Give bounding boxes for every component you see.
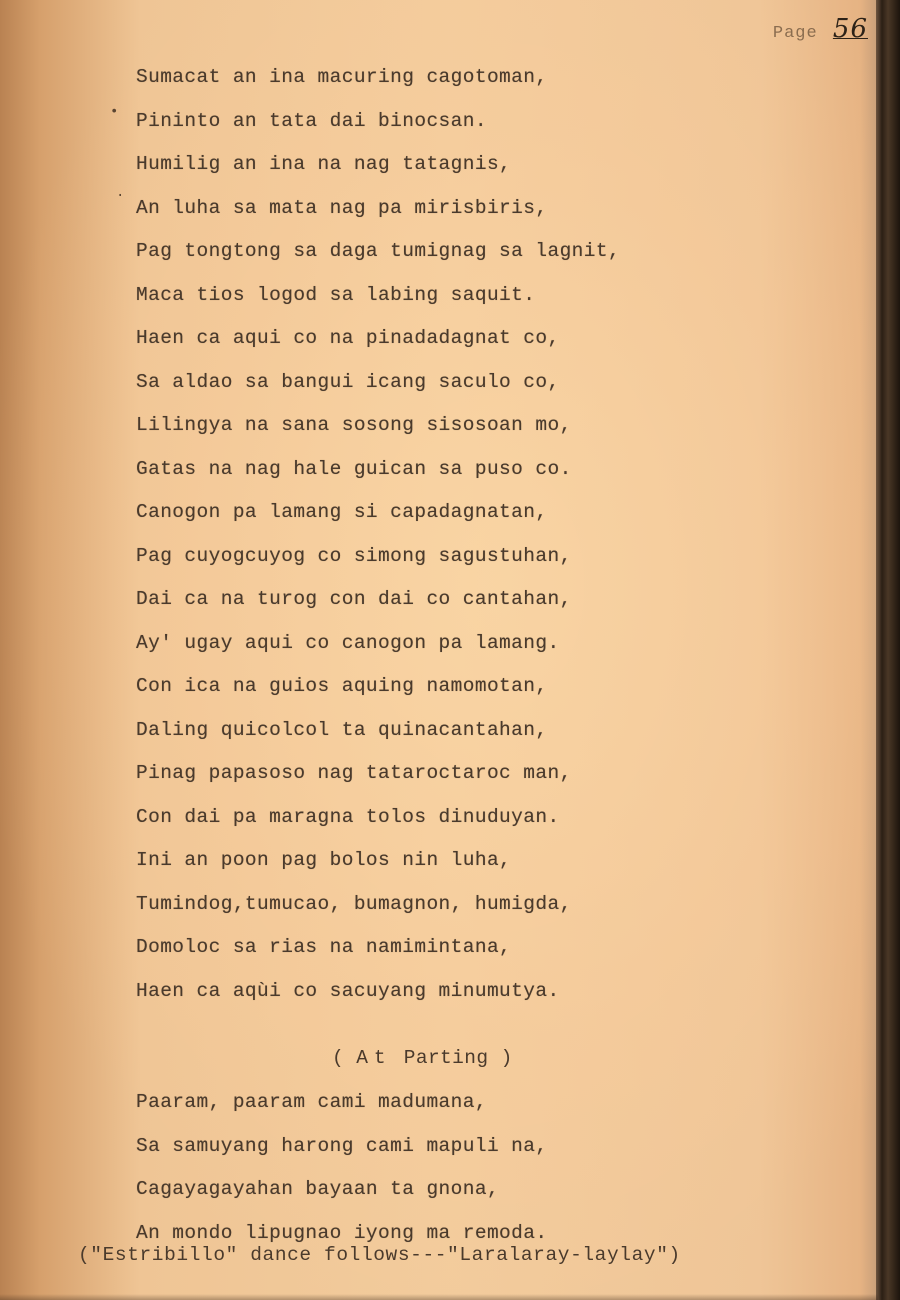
book-binding-edge [876, 0, 900, 1300]
poem-line: Haen ca aqùi co sacuyang minumutya. [136, 979, 560, 1002]
poem-line: An mondo lipugnao iyong ma remoda. [136, 1221, 548, 1244]
page-number-value: 56 [832, 14, 868, 44]
poem-line: Sa aldao sa bangui icang saculo co, [136, 370, 560, 393]
poem-line: Pag tongtong sa daga tumignag sa lagnit, [136, 240, 621, 262]
poem-line: Humilig an ina na nag tatagnis, [136, 153, 512, 175]
poem-line: Haen ca aqui co na pinadadagnat co, [136, 327, 560, 349]
heading-word-parting: Parting [403, 1047, 489, 1069]
poem-line: Sumacat an ina macuring cagotoman, [136, 66, 548, 88]
poem-stanza-main [136, 56, 776, 1013]
margin-mark: • [110, 104, 119, 120]
page-bottom-shadow [0, 1294, 878, 1300]
poem-line: Gatas na nag hale guican sa puso co. [136, 457, 572, 480]
poem-line: Sa samuyang harong cami mapuli na, [136, 1134, 548, 1157]
section-heading [332, 1035, 776, 1081]
margin-mark: · [116, 188, 125, 204]
poem-line: Ini an poon pag bolos nin luha, [136, 849, 512, 871]
poem-line: Canogon pa lamang si capadagnatan, [136, 501, 548, 523]
poem-line: Domoloc sa rias na namimintana, [136, 936, 512, 958]
poem-line: Cagayagayahan bayaan ta gnona, [136, 1178, 500, 1200]
poem-line: Pinag papasoso nag tataroctaroc man, [136, 762, 572, 784]
stage-direction-note: ("Estribillo" dance follows---"Laralaray-laylay") [78, 1244, 681, 1266]
poem-stanza-closing [136, 1081, 776, 1255]
poem-line: Lilingya na sana sosong sisosoan mo, [136, 414, 572, 436]
heading-open-paren: ( [332, 1047, 345, 1069]
poem-line: Daling quicolcol ta quinacantahan, [136, 718, 548, 741]
poem-line: An luha sa mata nag pa mirisbiris, [136, 196, 548, 219]
poem-line: Dai ca na turog con dai co cantahan, [136, 588, 572, 610]
poem-line: Ay' ugay aqui co canogon pa lamang. [136, 631, 560, 654]
page-number [773, 14, 868, 44]
poem-line: Pag cuyogcuyog co simong sagustuhan, [136, 544, 572, 567]
poem-line: Pininto an tata dai binocsan. [136, 109, 487, 132]
heading-word-at: At [356, 1047, 392, 1069]
poem-line: Tumindog,tumucao, bumagnon, humigda, [136, 892, 572, 915]
poem-line: Con dai pa maragna tolos dinuduyan. [136, 805, 560, 828]
poem-body [136, 56, 776, 1255]
poem-line: Maca tios logod sa labing saquit. [136, 283, 536, 306]
page-number-label: Page [772, 24, 818, 43]
poem-line: Paaram, paaram cami madumana, [136, 1091, 487, 1113]
heading-close-paren: ) [500, 1047, 513, 1069]
poem-line: Con ica na guios aquing namomotan, [136, 675, 548, 697]
